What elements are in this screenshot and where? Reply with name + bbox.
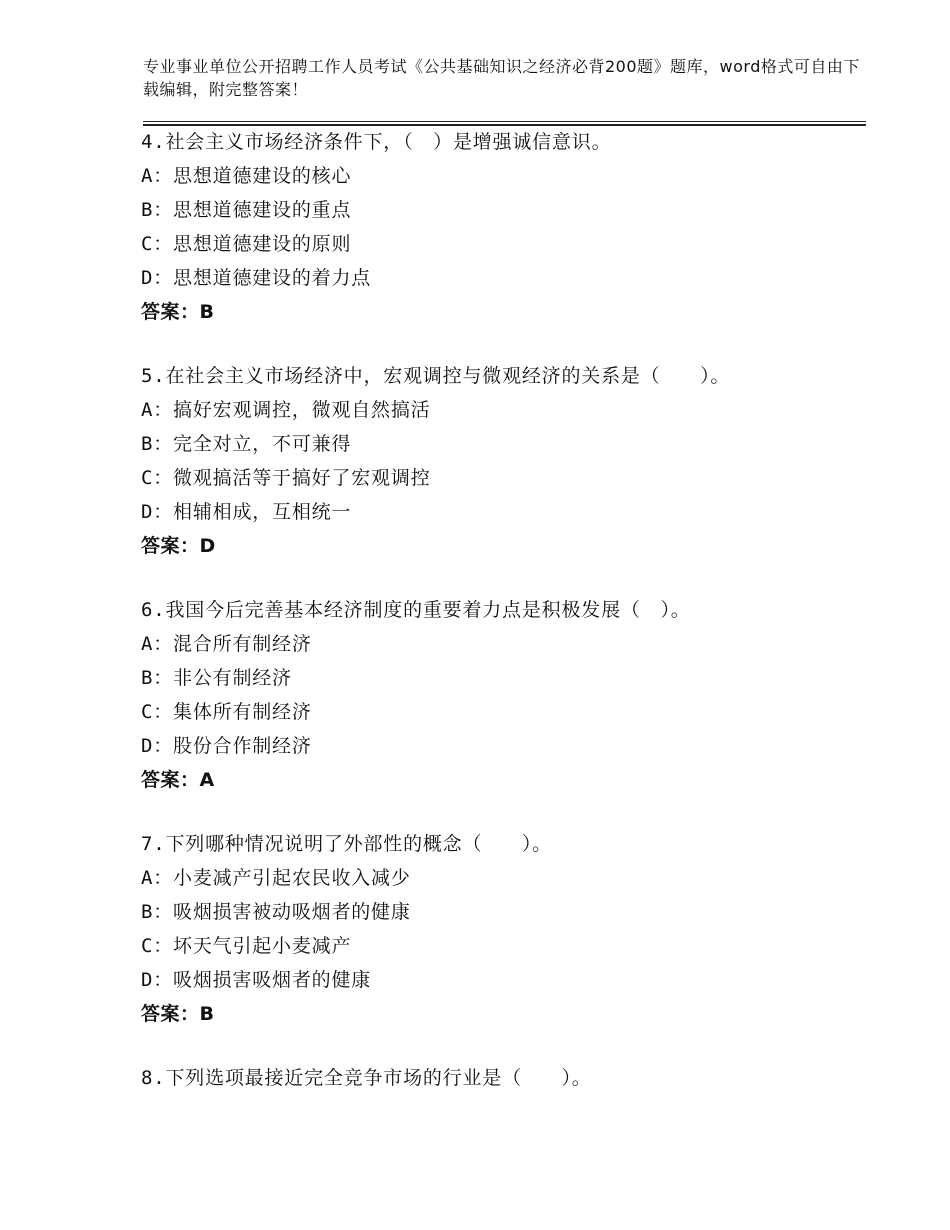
question-7: [141, 827, 901, 1031]
option-b: B：完全对立，不可兼得: [141, 433, 352, 455]
question-6: [141, 593, 901, 797]
question-stem: 6.我国今后完善基本经济制度的重要着力点是积极发展（ ）。: [141, 599, 691, 621]
option-b: B：吸烟损害被动吸烟者的健康: [141, 901, 411, 923]
option-a: A：小麦减产引起农民收入减少: [141, 867, 411, 889]
option-c: C：集体所有制经济: [141, 701, 312, 723]
document-header: 专业事业单位公开招聘工作人员考试《公共基础知识之经济必背200题》题库，word格式可自由下载编辑，附完整答案！: [143, 57, 860, 99]
question-stem: 4.社会主义市场经济条件下，（ ）是增强诚信意识。: [141, 131, 612, 153]
answer-label: 答案：B: [141, 301, 215, 323]
question-stem: 7.下列哪种情况说明了外部性的概念（ ）。: [141, 833, 552, 855]
option-c: C：微观搞活等于搞好了宏观调控: [141, 467, 431, 489]
option-d: D：吸烟损害吸烟者的健康: [141, 969, 372, 991]
header-divider-thin: [143, 121, 866, 122]
question-stem: 8.下列选项最接近完全竞争市场的行业是（ ）。: [141, 1067, 592, 1089]
option-b: B：思想道德建设的重点: [141, 199, 352, 221]
option-b: B：非公有制经济: [141, 667, 292, 689]
option-a: A：搞好宏观调控，微观自然搞活: [141, 399, 431, 421]
question-stem: 5.在社会主义市场经济中，宏观调控与微观经济的关系是（ ）。: [141, 365, 731, 387]
option-d: D：股份合作制经济: [141, 735, 312, 757]
question-8: [141, 1061, 901, 1095]
answer-label: 答案：B: [141, 1003, 215, 1025]
option-c: C：思想道德建设的原则: [141, 233, 352, 255]
option-c: C：坏天气引起小麦减产: [141, 935, 352, 957]
option-a: A：思想道德建设的核心: [141, 165, 352, 187]
question-list: [141, 125, 901, 1125]
answer-label: 答案：D: [141, 535, 216, 557]
option-d: D：思想道德建设的着力点: [141, 267, 372, 289]
question-4: [141, 125, 901, 329]
answer-label: 答案：A: [141, 769, 215, 791]
question-5: [141, 359, 901, 563]
option-a: A：混合所有制经济: [141, 633, 312, 655]
option-d: D：相辅相成，互相统一: [141, 501, 352, 523]
